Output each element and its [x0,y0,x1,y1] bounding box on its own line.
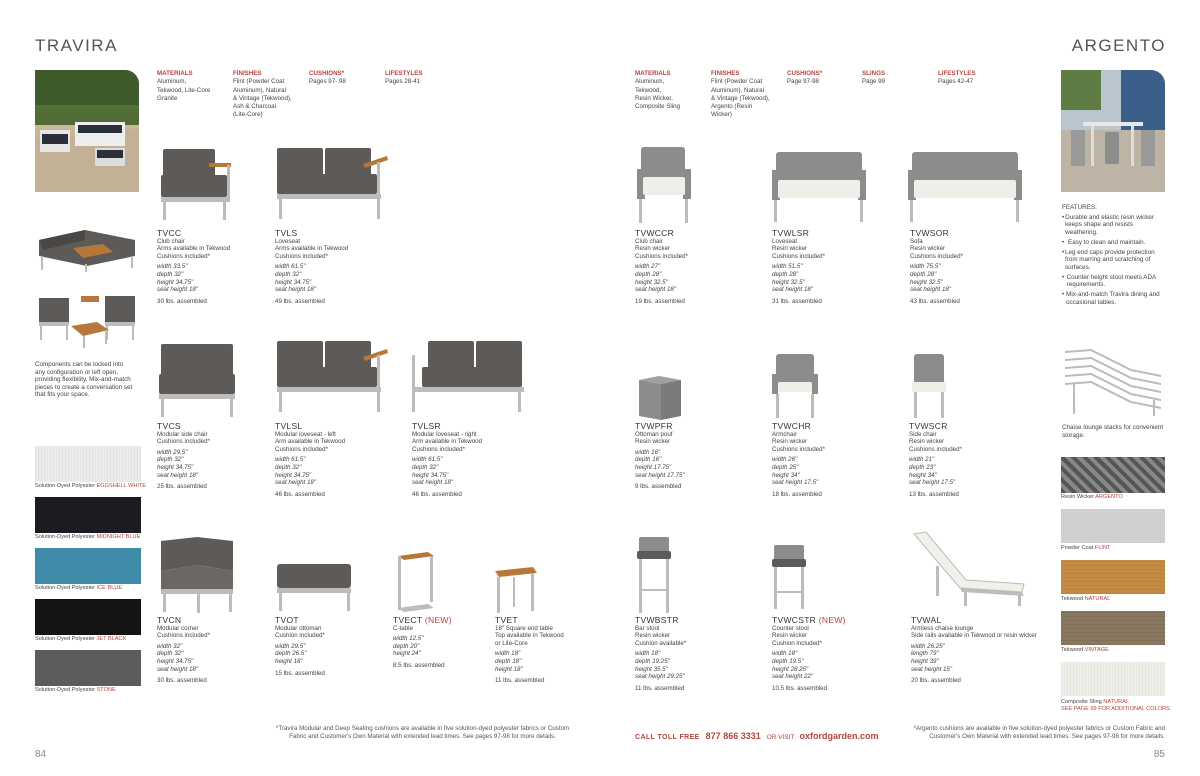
swatch-composite-sling-natural [1061,662,1165,696]
spec-materials-argento: MATERIALS Aluminum, Tekwood, Resin Wicker, Composite Sling [635,70,681,111]
swatch-powder-coat-flint [1061,509,1165,543]
tvwlsr-loveseat-image [770,148,870,231]
page-number-left: 84 [35,749,47,760]
travira-footnote: *Travira Modular and Deep Seating cushions are available in five solution-dyed polyester fabrics or Custom Fabric and Customer's Own Material with extended lead times. See pages 97-98 for more details. [275,725,570,740]
travira-sectional-set-image [35,218,139,278]
or-visit-label: OR VISIT [766,734,795,741]
contact-line [635,731,878,741]
swatch-tekwood-vintage [1061,611,1165,645]
product-tvcc: TVCC Club chair Arms available in Tekwood Cushions included* width 33.5" depth 32" height 34.75" seat height 18" 30 lbs. assembled [157,228,231,305]
product-tvwchr: TVWCHR Armchair Resin wicker Cushions included* width 26" depth 25" height 34" seat height 17.5" 18 lbs. assembled [772,421,825,498]
spec-lifestyles-travira: LIFESTYLES Pages 28-41 [385,70,423,86]
product-tvcs: TVCS Modular side chair Cushions included* width 29.5" depth 32" height 34.75" seat height 18" 25 lbs. assembled [157,421,210,491]
swatch-label-powder-coat-flint: Powder Coat FLINT [1061,545,1111,551]
tvot-modular-ottoman-image [275,560,355,620]
swatch-label-jet-black: Solution-Dyed Polyester JET BLACK [35,636,127,642]
swatch-label-midnight-blue: Solution-Dyed Polyester MIDNIGHT BLUE [35,534,141,540]
product-tvls: TVLS Loveseat Arms available in Tekwood Cushions included* width 61.5" depth 32" height 34.75" seat height 18" 49 lbs. assembled [275,228,349,305]
spec-cushions-travira: CUSHIONS* Pages 97- 98 [309,70,346,86]
tvwpfr-ottoman-pouf-image [635,372,685,427]
spec-slings-argento: SLINGS Page 99 [862,70,886,86]
product-tvcn: TVCN Modular corner Cushions included* width 32" depth 32" height 34.75" seat height 18" 30 lbs. assembled [157,615,210,685]
tvwcstr-counter-stool-image [770,543,810,618]
call-label: CALL TOLL FREE [635,734,700,741]
tvwccr-club-chair-image [635,145,695,232]
page-number-right: 85 [1153,749,1165,760]
product-tvot: TVOT Modular ottoman Cushion included* width 29.5" depth 26.5" height 18" 15 lbs. assembled [275,615,325,677]
product-tvwlsr: TVWLSR Loveseat Resin wicker Cushions included* width 51.5" depth 28" height 32.5" seat height 18" 31 lbs. assembled [772,228,825,305]
travira-conversation-set-image [35,292,139,355]
tvet-end-table-image [493,565,539,622]
swatch-label-composite-sling-natural: Composite Sling NATURAL SEE PAGE 99 FOR ADDITIONAL COLORS [1061,699,1170,712]
tvls-loveseat-image [275,142,390,229]
swatch-resin-wicker-argento [1061,457,1165,493]
argento-footnote: *Argento cushions are available in five solution-dyed polyester fabrics or Custom Fabric and Customer's Own Material with extended lead times. See pages 97-98 for more details. [913,725,1165,740]
travira-config-note: Components can be locked into any configuration or left open, providing flexibility. Mix-and-match pieces to create a conversation set that fits your space. [35,361,133,399]
features-list: FEATURES: • Durable and elastic resin wicker keeps shape and resists weathering. • Easy to clean and maintain. • Leg end caps provide protection from marring and scratching of surfaces. • Counter height stool meets ADA requirements. • Mix-and-match Travira dining and occasional tables. [1062,204,1166,308]
swatch-label-tekwood-vintage: Tekwood VINTAGE [1061,647,1109,653]
product-tvwccr: TVWCCR Club chair Resin wicker Cushions included* width 27" depth 28" height 32.5" seat height 18" 19 lbs. assembled [635,228,688,305]
swatch-label-eggshell-white: Solution-Dyed Polyester EGGSHELL WHITE [35,483,147,489]
swatch-jet-black [35,599,141,635]
tvcn-modular-corner-image [157,535,237,622]
product-tvwal: TVWAL Armless chaise lounge Side rails available in Tekwood or resin wicker width 26.25" length 79" height 39" seat height 15" 20 lbs. assembled [911,615,1037,685]
tvwscr-side-chair-image [906,352,952,427]
stack-note: Chaise lounge stacks for convenient storage. [1062,424,1164,439]
swatch-eggshell-white [35,446,141,482]
swatch-midnight-blue [35,497,141,533]
swatch-ice-blue [35,548,141,584]
tvwsor-sofa-image [906,148,1026,231]
swatch-tekwood-natural [1061,560,1165,594]
swatch-label-ice-blue: Solution-Dyed Polyester ICE BLUE [35,585,123,591]
product-tvlsr: TVLSR Modular loveseat - right Arm available in Tekwood Cushions included* width 61.5" depth 32" height 34.75" seat height 18" 46 lbs. assembled [412,421,483,498]
website-link[interactable]: oxfordgarden.com [799,731,879,741]
swatch-label-tekwood-natural: Tekwood NATURAL [1061,596,1111,602]
tvect-c-table-image [392,548,438,619]
tvcc-club-chair-image [157,145,237,230]
product-tvwpfr: TVWPFR Ottoman pouf Resin wicker width 16" depth 16" height 17.75" seat height 17.75" 9 lbs. assembled [635,421,685,491]
travira-lifestyle-photo [35,70,139,192]
tvwchr-armchair-image [770,352,820,427]
swatch-label-resin-wicker-argento: Resin Wicker ARGENTO [1061,494,1123,500]
product-tvwscr: TVWSCR Side chair Resin wicker Cushions included* width 21" depth 23" height 34" seat height 17.5" 13 lbs. assembled [909,421,962,498]
product-tvwbstr: TVWBSTR Bar stool Resin wicker Cushion available* width 18" depth 19.25" height 35.5" seat height 29.25" 11 lbs. assembled [635,615,687,692]
tvcs-modular-side-chair-image [157,340,237,425]
product-tvect: TVECT (NEW) C-table width 12.5" depth 20" height 24" 8.5 lbs. assembled [393,615,452,669]
product-tvwcstr: TVWCSTR (NEW) Counter stool Resin wicker Cushion included* width 18" depth 19.5" height 28.25" seat height 22" 10.5 lbs. assembled [772,615,846,692]
spec-lifestyles-argento: LIFESTYLES Pages 42-47 [938,70,976,86]
spec-cushions-argento: CUSHIONS* Page 97-98 [787,70,823,86]
spec-materials-travira: MATERIALS Aluminum, Tekwood, Lite-Core Granite [157,70,211,102]
tvlsl-modular-loveseat-left-image [275,335,390,422]
swatch-stone [35,650,141,686]
brand-title-travira: TRAVIRA [35,36,118,55]
swatch-label-stone: Solution-Dyed Polyester STONE [35,687,116,693]
argento-lifestyle-photo [1061,70,1165,192]
stacked-chaise-lounges-image [1061,342,1165,425]
spec-finishes-argento: FINISHES Flint (Powder Coat Aluminum), Natural & Vintage (Tekwood), Argento (Resin Wicker) [711,70,770,119]
product-tvlsl: TVLSL Modular loveseat - left Arm available in Tekwood Cushions included* width 61.5" depth 32" height 34.75" seat height 18" 46 lbs. assembled [275,421,346,498]
tvlsr-modular-loveseat-right-image [410,335,525,422]
tvwal-chaise-lounge-image [906,530,1031,615]
spec-finishes-travira: FINISHES Flint (Powder Coat Aluminum), Natural & Vintage (Tekwood), Ash & Charcoal (Lite-Core) [233,70,292,119]
tvwbstr-bar-stool-image [635,535,675,620]
phone-number[interactable]: 877 866 3331 [705,731,761,741]
brand-title-argento: ARGENTO [1071,36,1166,55]
features-title: FEATURES: [1062,204,1097,211]
product-tvet: TVET 18" Square end table Top available in Tekwood or Lite-Core width 18" depth 18" height 18" 11 lbs. assembled [495,615,564,685]
product-tvwsor: TVWSOR Sofa Resin wicker Cushions included* width 75.5" depth 28" height 32.5" seat height 18" 43 lbs. assembled [910,228,963,305]
